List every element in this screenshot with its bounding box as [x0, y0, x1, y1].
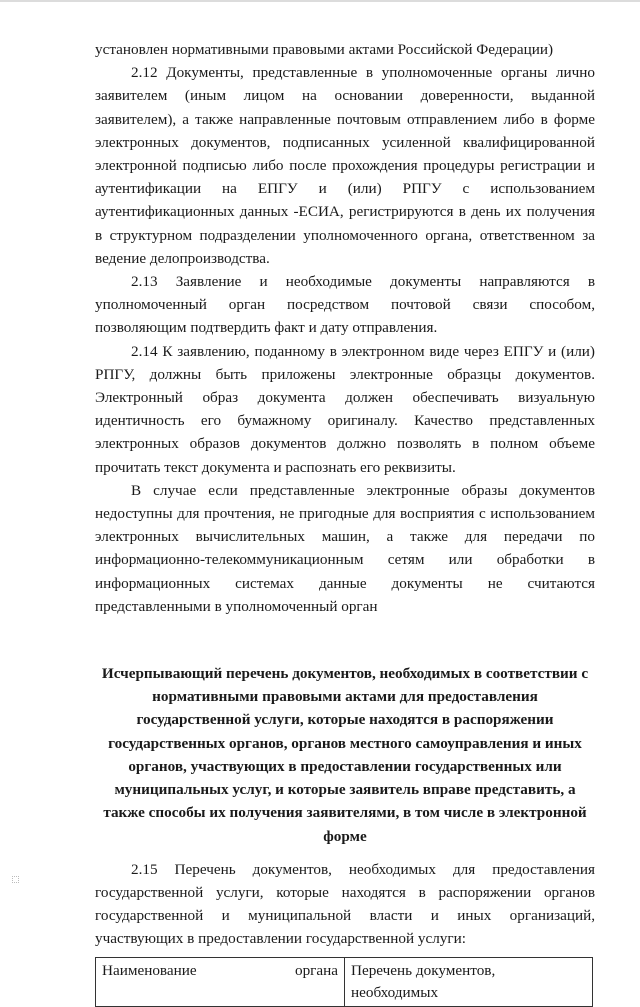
- paragraph-2-14: 2.14 К заявлению, поданному в электронном виде через ЕПГУ и (или) РПГУ, должны быть приложены электронные образцы документов. Электронный образ документа должен обеспечивать визуальную идентичность его бумажному оригиналу. Качество представленных электронных образов документов должно позволять в полном объеме прочитать текст документа и распознать его реквизиты.: [95, 342, 595, 476]
- section-gap: [95, 618, 595, 662]
- top-scan-edge: [0, 0, 640, 2]
- paragraph-2-15: 2.15 Перечень документов, необходимых для предоставления государственной услуги, которые находятся в распоряжении органов государственной и муниципальной власти и иных организаций, участвующих в предоставлении государственной услуги:: [95, 860, 595, 948]
- documents-table: [95, 957, 593, 1007]
- table-header-row: [96, 957, 593, 1006]
- header-label-name: Наименование: [102, 961, 197, 979]
- table-header-cell-authority: [96, 957, 345, 1006]
- paragraph-2-14-continued: В случае если представленные электронные образы документов недоступны для прочтения, не пригодные для восприятия с использованием электронных вычислительных машин, а также для передачи по информационно-телекоммуникационным сетям или обработки в информационных системах данные документы не считаются представленными в уполномоченный орган: [95, 481, 595, 615]
- paragraph-2-12: 2.12 Документы, представленные в уполномоченные органы лично заявителем (иным лицом на основании доверенности, выданной заявителем), а также направленные почтовым отправлением либо в форме электронных документов, подписанных усиленной квалифицированной электронной подписью либо после прохождения процедуры регистрации и аутентификации на ЕПГУ и (или) РПГУ с использованием аутентификационных данных -ЕСИА, регистрируются в день их получения в структурном подразделении уполномоченного органа, ответственном за ведение делопроизводства.: [95, 64, 595, 267]
- section-heading: Исчерпывающий перечень документов, необходимых в соответствии с нормативными правовыми актами для предоставления государственной услуги, которые находятся в распоряжении государственных органов, органов местного самоуправления и иных органов, участвующих в предоставлении государственных или муниципальных услуг, и которые заявитель вправе представить, а также способы их получения заявителями, в том числе в электронной форме: [101, 665, 589, 845]
- document-page: [95, 38, 595, 1007]
- table-header-cell-documents: Перечень документов, необходимых: [345, 957, 593, 1006]
- scan-margin-mark: [12, 876, 19, 883]
- paragraph-2-13: 2.13 Заявление и необходимые документы направляются в уполномоченный орган посредством почтовой связи способом, позволяющим подтвердить факт и дату отправления.: [95, 273, 595, 337]
- section-heading-block: [95, 662, 595, 848]
- paragraph-continuation: установлен нормативными правовыми актами Российской Федерации): [95, 41, 554, 58]
- header-label-authority: органа: [294, 961, 338, 979]
